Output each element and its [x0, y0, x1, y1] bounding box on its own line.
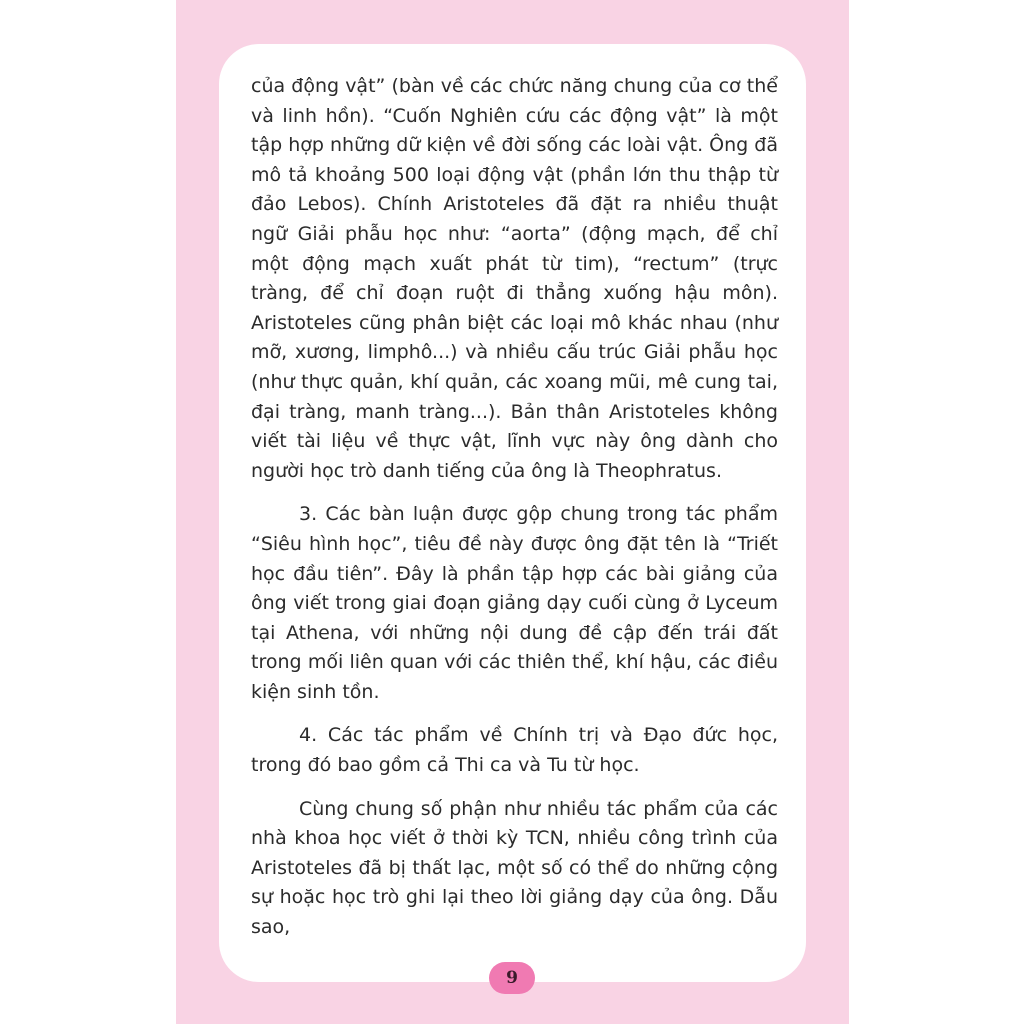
paragraph-1: của động vật” (bàn về các chức năng chung của cơ thể và linh hồn). “Cuốn Nghiên cứu các động vật” là một tập hợp những dữ kiện về đời sống các loài vật. Ông đã mô tả khoảng 500 loại động vật (phần lớn thu thập từ đảo Lebos). Chính Aristoteles đã đặt ra nhiều thuật ngữ Giải phẫu học như: “aorta” (động mạch, để chỉ một động mạch xuất phát từ tim), “rectum” (trực tràng, để chỉ đoạn ruột đi thẳng xuống hậu môn). Aristoteles cũng phân biệt các loại mô khác nhau (như mỡ, xương, limphô...) và nhiều cấu trúc Giải phẫu học (như thực quản, khí quản, các xoang mũi, mê cung tai, đại tràng, manh tràng...). Bản thân Aristoteles không viết tài liệu về thực vật, lĩnh vực này ông dành cho người học trò danh tiếng của ông là Theophratus.: [251, 75, 778, 482]
paragraph-2: 3. Các bàn luận được gộp chung trong tác phẩm “Siêu hình học”, tiêu đề này được ông đặt tên là “Triết học đầu tiên”. Đây là phần tập hợp các bài giảng của ông viết trong giai đoạn giảng dạy cuối cùng ở Lyceum tại Athena, với những nội dung đề cập đến trái đất trong mối liên quan với các thiên thể, khí hậu, các điều kiện sinh tồn.: [251, 503, 778, 703]
paragraph-4: Cùng chung số phận như nhiều tác phẩm của các nhà khoa học viết ở thời kỳ TCN, nhiều công trình của Aristoteles đã bị thất lạc, một số có thể do những cộng sự hoặc học trò ghi lại theo lời giảng dạy của ông. Dẫu sao,: [251, 797, 778, 939]
body-text: [251, 72, 778, 957]
paragraph-3: 4. Các tác phẩm về Chính trị và Đạo đức học, trong đó bao gồm cả Thi ca và Tu từ học.: [251, 724, 778, 777]
page-number-badge: 9: [489, 962, 535, 994]
